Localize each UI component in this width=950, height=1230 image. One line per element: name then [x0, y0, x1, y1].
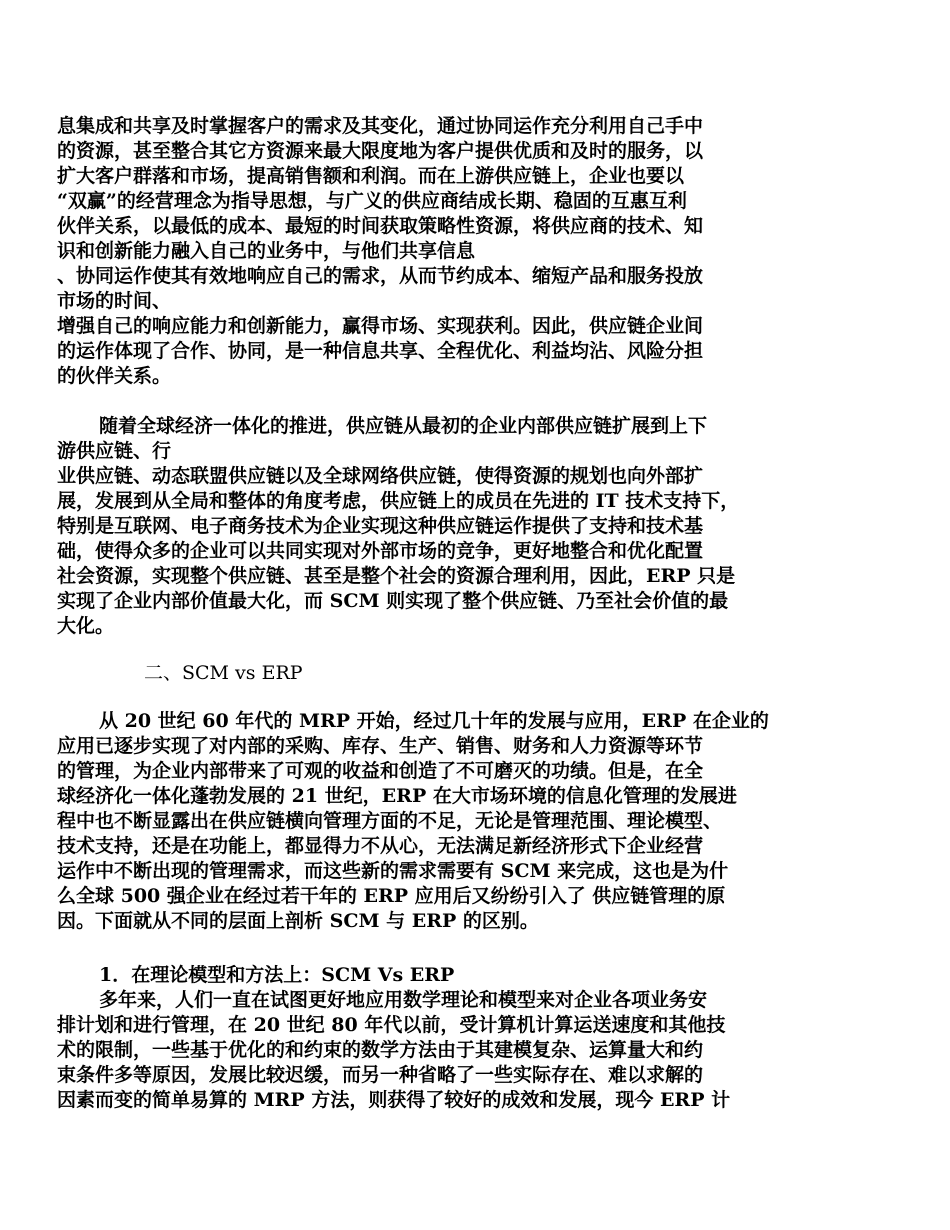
text-line: 展，发展到从全局和整体的角度考虑，供应链上的成员在先进的 IT 技术支持下，: [57, 490, 740, 512]
text-line: 大化。: [57, 615, 115, 637]
text-line: 术的限制，一些基于优化的和约束的数学方法由于其建模复杂、运算量大和约: [57, 1039, 704, 1061]
text-line: 、协同运作使其有效地响应自己的需求，从而节约成本、缩短产品和服务投放: [57, 265, 704, 287]
text-line: 因素而变的简单易算的 MRP 方法，则获得了较好的成效和发展，现今 ERP 计: [57, 1089, 731, 1111]
text-line: 的管理，为企业内部带来了可观的收益和创造了不可磨灭的功绩。但是，在全: [57, 760, 704, 782]
section-heading: 二、SCM vs ERP: [144, 662, 303, 684]
text-line: 技术支持，还是在功能上，都显得力不从心，无法满足新经济形式下企业经营: [57, 835, 704, 857]
text-line: 息集成和共享及时掌握客户的需求及其变化，通过协同运作充分利用自己手中: [57, 115, 704, 137]
text-line: 实现了企业内部价值最大化，而 SCM 则实现了整个供应链、乃至社会价值的最: [57, 590, 729, 612]
text-line: “双赢”的经营理念为指导思想，与广义的供应商结成长期、稳固的互惠互利: [57, 190, 687, 212]
text-line: 的运作体现了合作、协同，是一种信息共享、全程优化、利益均沾、风险分担: [57, 340, 704, 362]
text-line: 排计划和进行管理，在 20 世纪 80 年代以前，受计算机计算运送速度和其他技: [57, 1014, 726, 1036]
text-line: 运作中不断出现的管理需求，而这些新的需求需要有 SCM 来完成，这也是为什: [57, 860, 729, 882]
text-line: 扩大客户群落和市场，提高销售额和利润。而在上游供应链上，企业也要以: [57, 165, 685, 187]
text-line: 游供应链、行: [57, 440, 172, 462]
text-line: 市场的时间、: [57, 290, 172, 312]
text-line: 增强自己的响应能力和创新能力，赢得市场、实现获利。因此，供应链企业间: [57, 315, 704, 337]
text-line: 应用已逐步实现了对内部的采购、库存、生产、销售、财务和人力资源等环节: [57, 735, 704, 757]
text-line: 社会资源，实现整个供应链、甚至是整个社会的资源合理利用，因此，ERP 只是: [57, 565, 736, 587]
text-line: 的伙伴关系。: [57, 365, 172, 387]
text-line: 识和创新能力融入自己的业务中，与他们共享信息: [57, 240, 476, 262]
text-line: 多年来，人们一直在试图更好地应用数学理论和模型来对企业各项业务安: [99, 989, 708, 1011]
text-line: 球经济化一体化蓬勃发展的 21 世纪，ERP 在大市场环境的信息化管理的发展进: [57, 785, 737, 807]
text-line: 业供应链、动态联盟供应链以及全球网络供应链，使得资源的规划也向外部扩: [57, 465, 704, 487]
text-line: 从 20 世纪 60 年代的 MRP 开始，经过几十年的发展与应用，ERP 在企业的: [99, 710, 769, 732]
text-line: 么全球 500 强企业在经过若干年的 ERP 应用后又纷纷引入了 供应链管理的原: [57, 885, 726, 907]
text-line: 程中也不断显露出在供应链横向管理方面的不足，无论是管理范围、理论模型、: [57, 810, 723, 832]
subsection-heading: 1．在理论模型和方法上：SCM Vs ERP: [99, 964, 455, 986]
text-line: 特别是互联网、电子商务技术为企业实现这种供应链运作提供了支持和技术基: [57, 515, 704, 537]
text-line: 础，使得众多的企业可以共同实现对外部市场的竞争，更好地整合和优化配置: [57, 540, 704, 562]
text-line: 伙伴关系，以最低的成本、最短的时间获取策略性资源，将供应商的技术、知: [57, 215, 704, 237]
text-line: 的资源，甚至整合其它方资源来最大限度地为客户提供优质和及时的服务，以: [57, 140, 704, 162]
text-line: 因。下面就从不同的层面上剖析 SCM 与 ERP 的区别。: [57, 910, 539, 932]
text-line: 束条件多等原因，发展比较迟缓，而另一种省略了一些实际存在、难以求解的: [57, 1064, 704, 1086]
text-line: 随着全球经济一体化的推进，供应链从最初的企业内部供应链扩展到上下: [99, 415, 708, 437]
